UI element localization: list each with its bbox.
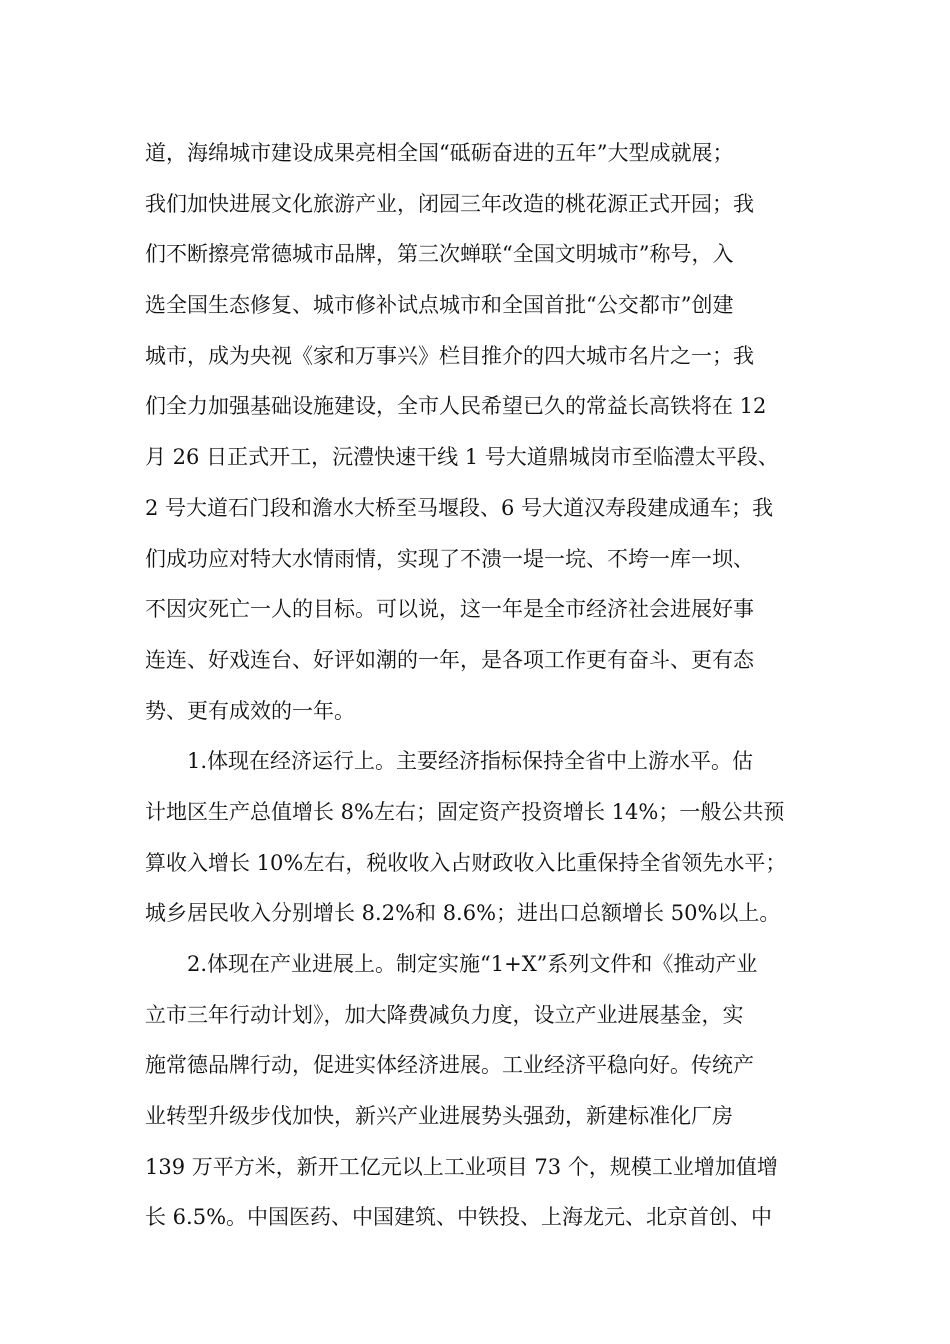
- text-line: 算收入增长 10%左右，税收收入占财政收入比重保持全省领先水平；: [145, 850, 787, 875]
- text-line: 选全国生态修复、城市修补试点城市和全国首批“公交都市”创建: [145, 293, 734, 318]
- text-line: 城市，成为央视《家和万事兴》栏目推介的四大城市名片之一；我: [145, 343, 754, 368]
- text-line: 们全力加强基础设施建设，全市人民希望已久的常益长高铁将在 12: [145, 394, 767, 419]
- text-line: 们成功应对特大水情雨情，实现了不溃一堤一垸、不垮一库一坝、: [145, 546, 754, 571]
- document-body: [145, 128, 815, 1243]
- text-line: 月 26 日正式开工，沅澧快速干线 1 号大道鼎城岗市至临澧太平段、: [145, 445, 779, 470]
- text-line: 道，海绵城市建设成果亮相全国“砥砺奋进的五年”大型成就展；: [145, 141, 734, 165]
- text-line: 139 万平方米，新开工亿元以上工业项目 73 个，规模工业增加值增: [145, 1154, 778, 1179]
- text-line: 计地区生产总值增长 8%左右；固定资产投资增长 14%；一般公共预: [145, 799, 785, 824]
- text-line: 业转型升级步伐加快，新兴产业进展势头强劲，新建标准化厂房: [145, 1104, 733, 1129]
- text-line: 不因灾死亡一人的目标。可以说，这一年是全市经济社会进展好事: [145, 597, 754, 622]
- text-line: 2 号大道石门段和澹水大桥至马堰段、6 号大道汉寿段建成通车；我: [145, 495, 774, 520]
- text-line: 势、更有成效的一年。: [145, 698, 355, 723]
- text-line: 们不断擦亮常德城市品牌，第三次蝉联“全国文明城市”称号，入: [145, 242, 734, 267]
- text-line: 2.体现在产业进展上。制定实施“1+X”系列文件和《推动产业: [145, 952, 758, 976]
- text-line: 我们加快进展文化旅游产业，闭园三年改造的桃花源正式开园；我: [145, 191, 754, 216]
- text-line: 城乡居民收入分别增长 8.2%和 8.6%；进出口总额增长 50%以上。: [145, 901, 781, 926]
- text-line: 施常德品牌行动，促进实体经济进展。工业经济平稳向好。传统产: [145, 1053, 754, 1078]
- text-line: 立市三年行动计划》，加大降费减负力度，设立产业进展基金，实: [145, 1002, 744, 1027]
- text-line: 连连、好戏连台、好评如潮的一年，是各项工作更有奋斗、更有态: [145, 647, 754, 672]
- text-line: 1.体现在经济运行上。主要经济指标保持全省中上游水平。估: [145, 749, 754, 774]
- text-line: 长 6.5%。中国医药、中国建筑、中铁投、上海龙元、北京首创、中: [145, 1205, 773, 1230]
